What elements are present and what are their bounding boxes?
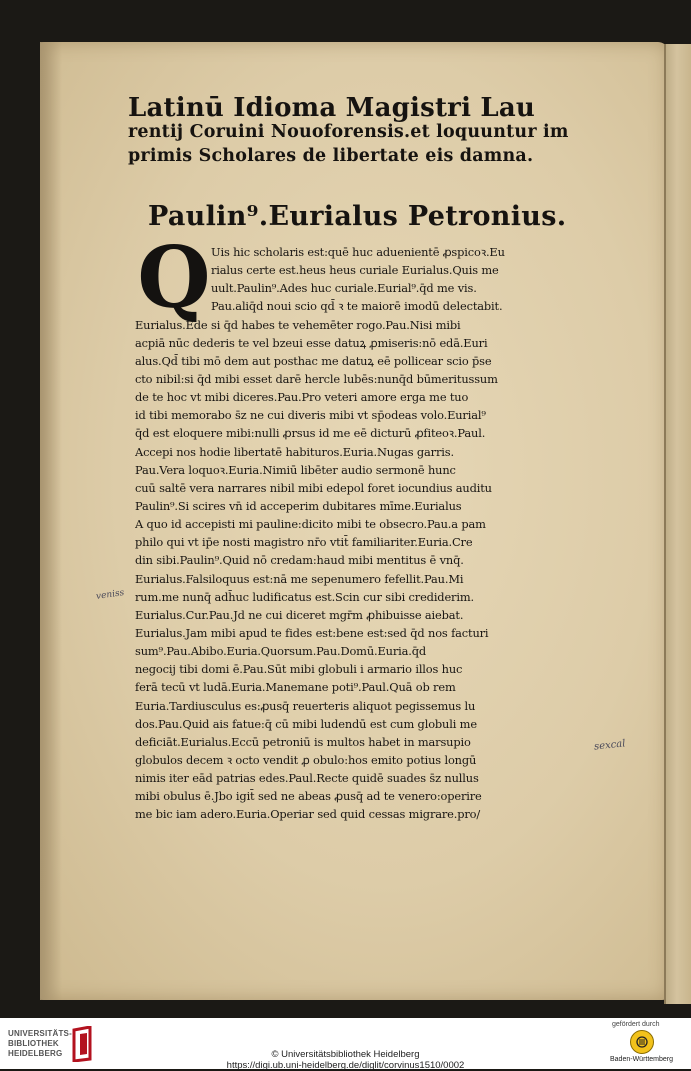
speakers-line: Paulin⁹.Eurialus Petronius.	[148, 201, 567, 232]
funded-by-label: gefördert durch	[612, 1021, 660, 1028]
text-line: sum⁹.Pau.Abibo.Euria.Quorsum.Pau.Domū.Euria.q̄d	[135, 644, 427, 659]
library-line-3: HEIDELBERG	[8, 1049, 63, 1058]
text-line: negocij tibi domi ē.Pau.Sūt mibi globuli i armario illos huc	[135, 662, 463, 677]
text-line: Euria.Tardiusculus es:ꝓusq̄ reuerteris aliquot pegissemus lu	[135, 698, 476, 713]
state-seal-icon[interactable]	[630, 1030, 654, 1054]
body-text	[135, 243, 575, 824]
text-line: rum.me nunq̄ adh̄uc ludificatus est.Scin cur sibi crediderim.	[135, 589, 474, 604]
text-line: Eurialus.Jam mibi apud te fides est:bene est:sed q̄d nos facturi	[135, 625, 489, 640]
text-line: nimis iter eād patrias edes.Paul.Recte quidē suades s̄z nullus	[135, 771, 479, 786]
copyright-text: © Universitätsbibliothek Heidelberg	[271, 1049, 420, 1060]
footer-bar	[0, 1018, 691, 1069]
text-line: cto nibil:si q̄d mibi esset darē hercle lubēs:nunq̄d būmeritussum	[135, 371, 498, 386]
text-line: rialus certe est.heus heus curiale Eurialus.Quis me	[211, 263, 499, 278]
text-line: me bic iam adero.Euria.Operiar sed quid cessas migrare.pro/	[135, 807, 481, 822]
text-line: dos.Pau.Quid ais fatue:q̄ cū mibi ludendū est cum globuli me	[135, 716, 477, 731]
library-line-2: BIBLIOTHEK	[8, 1039, 59, 1048]
page-gutter	[40, 42, 62, 1000]
next-page-edge	[664, 44, 691, 1004]
text-line: mibi obulus ē.Jbo igit̄ sed ne abeas ꝓusq̄ ad te venero:operire	[135, 789, 482, 804]
text-line: A quo id accepisti mi pauline:dicito mibi te obsecro.Pau.a pam	[135, 517, 486, 532]
text-line: Paulin⁹.Si scires vn̄ id acceperim dubitares mīme.Eurialus	[135, 498, 462, 513]
page-heading	[128, 93, 569, 168]
text-line: philo qui vt ip̄e nosti magistro nr̄o vtit̄ familiariter.Euria.Cre	[135, 535, 473, 550]
text-line: deficiāt.Eurialus.Eccū petroniū is multos habet in marsupio	[135, 734, 471, 749]
margin-note-left: veniss	[95, 588, 125, 602]
text-line: Uis hic scholaris est:quē huc aduenientē ꝓspicoꝛ.Eu	[211, 245, 505, 259]
text-line: alus.Qd̄ tibi mō dem aut posthac me datuꝝ eē pollicear scio p̄se	[135, 353, 492, 368]
text-line: Eurialus.Ede si q̄d habes te vehemēter rogo.Pau.Nisi mibi	[135, 317, 461, 332]
permalink[interactable]: https://digi.ub.uni-heidelberg.de/diglit/corvinus1510/0002	[226, 1060, 465, 1071]
drop-initial: Q	[137, 228, 211, 327]
text-line: globulos decem ꝛ octo vendit ꝓ obulo:hos emito potius longū	[135, 752, 477, 767]
text-line: cuū saltē vera narrares nibil mibi edepol foret iocundius auditu	[135, 480, 492, 495]
text-line: Eurialus.Cur.Pau.Jd ne cui diceret mgr̄m ꝓhibuisse aiebat.	[135, 607, 464, 622]
text-line: din sibi.Paulin⁹.Quid nō credam:haud mibi mentitus ē vnq̄.	[135, 553, 464, 568]
funder-name: Baden-Württemberg	[610, 1056, 674, 1063]
text-line: Eurialus.Falsiloquus est:nā me sepenumero fefellit.Pau.Mi	[135, 571, 464, 586]
library-line-1: UNIVERSITÄTS-	[8, 1029, 72, 1038]
text-line: q̄d est eloquere mibi:nulli ꝓrsus id me eē dicturū ꝓfiteoꝛ.Paul.	[135, 426, 486, 441]
text-line: acpiā nūc dederis te vel bzeui esse datuꝝ ꝓmiseris:nō edā.Euri	[135, 335, 488, 350]
heading-line-1: Latinū Idioma Magistri Lau	[128, 93, 536, 123]
text-line: ferā tecū vt ludā.Euria.Manemane poti⁹.Paul.Quā ob rem	[135, 680, 456, 695]
heading-line-2: rentij Coruini Nouoforensis.et loquuntur im	[128, 122, 569, 142]
text-line: Accepi nos hodie libertatē habituros.Euria.Nugas garris.	[135, 444, 454, 459]
heading-line-3: primis Scholares de libertate eis damna.	[128, 146, 534, 166]
text-line: Pau.Vera loquoꝛ.Euria.Nimiū libēter audio sermonē hunc	[135, 462, 456, 477]
text-line: uult.Paulin⁹.Ades huc curiale.Eurial⁹.q̄d me vis.	[211, 281, 477, 296]
text-line: de te hoc vt mibi diceres.Pau.Pro veteri amore erga me tuo	[135, 390, 469, 405]
margin-note-right: sexcal	[593, 738, 626, 753]
text-line: Pau.aliq̄d noui scio qd̄ ꝛ te maiorē imodū delectabit.	[211, 299, 503, 314]
text-line: id tibi memorabo s̄z ne cui diveris mibi vt sp̄odeas volo.Eurial⁹	[135, 408, 486, 423]
